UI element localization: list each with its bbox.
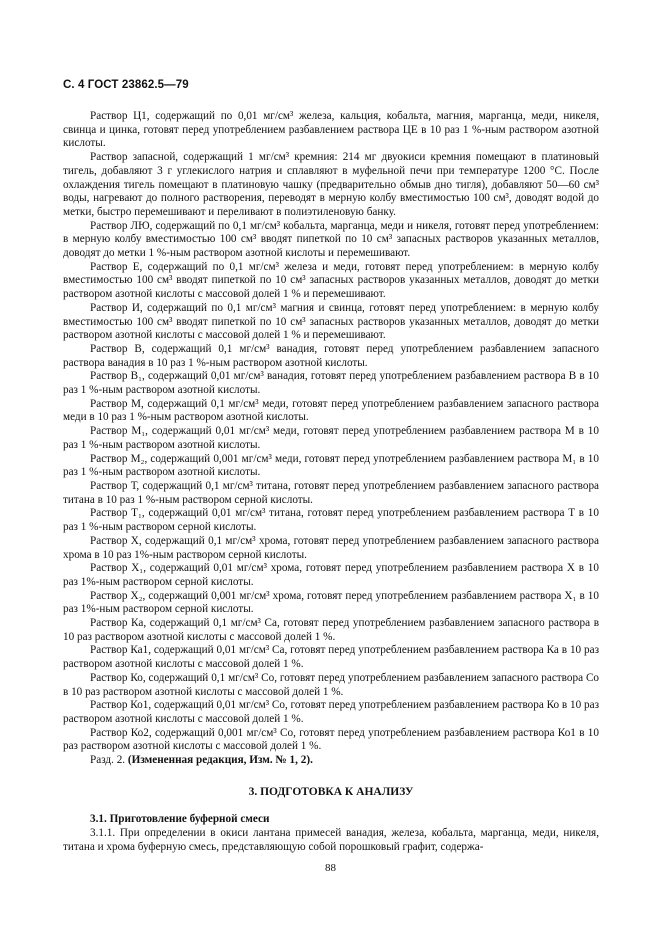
paragraph: Раствор Т, содержащий 0,1 мг/см³ титана, готовят перед употреблением разбавлением запасного раствора титана в 10 раз 1 %-ным раствором серной кислоты. xyxy=(63,479,599,506)
paragraph: Раствор М₂, содержащий 0,001 мг/см³ меди, готовят перед употреблением разбавлением раствора М₁ в 10 раз 1 %-ным раствором азотной кислоты. xyxy=(63,452,599,479)
paragraph: Раствор Ка1, содержащий 0,01 мг/см³ Са, готовят перед употреблением разбавлением раствора Ка в 10 раз раствором азотной кислоты с массовой долей 1 %. xyxy=(63,644,599,671)
amendment-note xyxy=(63,754,599,768)
paragraph: Раствор И, содержащий по 0,1 мг/см³ магния и свинца, готовят перед употреблением: в мерную колбу вместимостью 100 см³ вводят пипеткой по 10 см³ запасных растворов указанных металлов, доводят до метки раствором азотной кислоты с массовой долей 1 % и перемешивают. xyxy=(63,301,599,342)
amendment-text: (Измененная редакция, Изм. № 1, 2). xyxy=(127,754,313,767)
paragraph: Раствор Ка, содержащий 0,1 мг/см³ Са, готовят перед употреблением разбавлением запасного раствора в 10 раз раствором азотной кислоты с массовой долей 1 %. xyxy=(63,617,599,643)
subsection-heading: 3.1. Приготовление буферной смеси xyxy=(90,813,270,826)
paragraph: Раствор В, содержащий 0,1 мг/см³ ванадия, готовят перед употреблением разбавлением запасного раствора ванадия в 10 раз 1 %-ным раствором азотной кислоты. xyxy=(63,342,599,369)
amendment-prefix: Разд. 2. xyxy=(90,754,126,767)
paragraph: Раствор Х₁, содержащий 0,01 мг/см³ хрома, готовят перед употреблением разбавлением раствора Х в 10 раз 1%-ным раствором серной кислоты. xyxy=(63,562,599,588)
paragraph: Раствор Е, содержащий по 0,1 мг/см³ железа и меди, готовят перед употреблением: в мерную колбу вместимостью 100 см³ вводят пипеткой по 10 см³ запасных растворов указанных металлов, доводят до метки раствором азотной кислоты с массовой долей 1 % и перемешивают. xyxy=(63,260,599,301)
running-header: С. 4 ГОСТ 23862.5—79 xyxy=(63,79,189,91)
paragraph: Раствор Ко2, содержащий 0,001 мг/см³ Со, готовят перед употреблением разбавлением раствора Ко1 в 10 раз раствором азотной кислоты с массовой долей 1 %. xyxy=(63,726,599,753)
paragraph: Раствор В₁, содержащий 0,01 мг/см³ ванадия, готовят перед употреблением разбавлением раствора В в 10 раз 1 %-ным раствором азотной кислоты. xyxy=(63,370,599,397)
paragraph: Раствор Ко1, содержащий 0,01 мг/см³ Со, готовят перед употреблением разбавлением раствора Ко в 10 раз раствором азотной кислоты с массовой долей 1 %. xyxy=(63,699,599,725)
page-number: 88 xyxy=(325,862,336,874)
paragraph: Раствор Х, содержащий 0,1 мг/см³ хрома, готовят перед употреблением разбавлением запасного раствора хрома в 10 раз 1%-ным раствором серной кислоты. xyxy=(63,534,599,561)
paragraph: Раствор Ко, содержащий 0,1 мг/см³ Со, готовят перед употреблением разбавлением запасного раствора Со в 10 раз раствором азотной кислоты с массовой долей 1 %. xyxy=(63,671,599,698)
paragraph: Раствор Х₂, содержащий 0,001 мг/см³ хрома, готовят перед употреблением разбавлением раствора Х₁ в 10 раз 1%-ным раствором серной кислоты. xyxy=(63,589,599,616)
paragraph: Раствор М₁, содержащий 0,01 мг/см³ меди, готовят перед употреблением разбавлением раствора М в 10 раз 1 %-ным раствором азотной кислоты. xyxy=(63,425,599,451)
paragraph: Раствор ЛЮ, содержащий по 0,1 мг/см³ кобальта, марганца, меди и никеля, готовят перед употреблением: в мерную колбу вместимостью 100 см³ вводят пипеткой по 10 см³ запасных растворов указанных металлов, доводят до метки 1 %-ным раствором азотной кислоты и перемешивают. xyxy=(63,219,599,260)
document-body xyxy=(63,110,599,855)
paragraph: Раствор Т₁, содержащий 0,01 мг/см³ титана, готовят перед употреблением разбавлением раствора Т в 10 раз 1 %-ным раствором серной кислоты. xyxy=(63,507,599,534)
paragraph: 3.1.1. При определении в окиси лантана примесей ванадия, железа, кобальта, марганца, меди, никеля, титана и хрома буферную смесь, представляющую собой порошковый графит, содержа- xyxy=(63,827,599,853)
paragraph: Раствор М, содержащий 0,1 мг/см³ меди, готовят перед употреблением разбавлением запасного раствора меди в 10 раз 1 %-ным раствором азотной кислоты. xyxy=(63,397,599,424)
paragraph: Раствор Ц1, содержащий по 0,01 мг/см³ железа, кальция, кобальта, магния, марганца, меди, никеля, свинца и цинка, готовят перед употреблением разбавлением раствора ЦЕ в 10 раз 1 %-ным раствором азотной кислоты. xyxy=(63,110,599,150)
section-heading: 3. ПОДГОТОВКА К АНАЛИЗУ xyxy=(248,785,414,798)
paragraph: Раствор запасной, содержащий 1 мг/см³ кремния: 214 мг двуокиси кремния помещают в платиновый тигель, добавляют 3 г углекислого натрия и сплавляют в муфельной печи при температуре 1200 °С. После охлаждения тигель помещают в платиновую чашку (предварительно обмыв дно тигля), добавляют 50—60 см³ воды, нагревают до полного растворения, переводят в мерную колбу вместимостью 100 см³, доводят водой до метки, быстро перемешивают и переливают в полиэтиленовую банку. xyxy=(63,151,599,218)
